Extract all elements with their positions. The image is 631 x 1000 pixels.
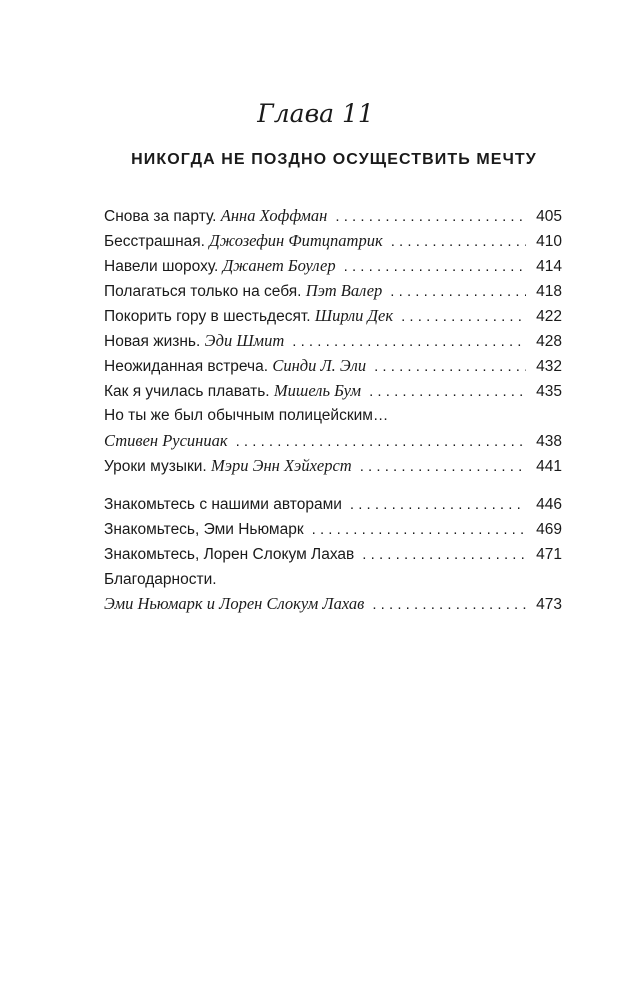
toc-entry[interactable] [104,253,562,278]
dot-leader [336,254,526,279]
dot-leader [284,329,526,354]
toc-entry[interactable] [104,453,562,478]
entry-page-number: 414 [536,258,562,275]
entry-page-number: 446 [536,496,562,513]
dot-leader [366,354,526,379]
entry-page-number: 441 [536,458,562,475]
entry-title: Покорить гору в шестьдесят. [104,308,311,325]
dot-leader [228,429,526,454]
entry-page-number: 418 [536,283,562,300]
entry-title: Благодарности. [104,571,217,588]
entry-author: Анна Хоффман [220,206,328,225]
entry-title: Полагаться только на себя. [104,283,302,300]
entry-title: Бесстрашная. [104,233,205,250]
entry-page-number: 428 [536,333,562,350]
dot-leader [364,593,526,617]
dot-leader [304,517,526,542]
toc-entry[interactable] [104,542,562,567]
table-of-contents [104,203,562,616]
toc-entry-author-line[interactable] [104,428,562,453]
entry-page-number: 432 [536,358,562,375]
toc-entry[interactable] [104,228,562,253]
toc-entry-title-line[interactable] [104,403,562,428]
entry-title: Снова за парту. [104,208,217,225]
entry-page-number: 473 [536,596,562,613]
entry-title: Но ты же был обычным полицейским… [104,407,389,424]
entry-title: Навели шороху. [104,258,219,275]
entry-title: Новая жизнь. [104,333,201,350]
entry-page-number: 410 [536,233,562,250]
entry-page-number: 422 [536,308,562,325]
toc-entry[interactable] [104,517,562,542]
dot-leader [352,454,526,479]
entry-author: Джозефин Фитцпатрик [209,231,383,250]
toc-entry[interactable] [104,278,562,303]
entry-author: Джанет Боулер [222,256,336,275]
entry-page-number: 471 [536,546,562,563]
entry-author: Мэри Энн Хэйхерст [211,456,352,475]
toc-entry[interactable] [104,303,562,328]
dot-leader [342,492,526,517]
entry-page-number: 469 [536,521,562,538]
toc-entry-title-line[interactable] [104,567,562,592]
dot-leader [361,379,526,404]
dot-leader [383,229,526,254]
dot-leader [354,542,526,567]
toc-entry[interactable] [104,492,562,517]
entry-title: Как я училась плавать. [104,383,270,400]
entry-title: Знакомьтесь с нашими авторами [104,496,342,513]
entry-author: Синди Л. Эли [272,356,367,375]
toc-entry[interactable] [104,328,562,353]
chapter-heading: Глава 11 [257,99,374,128]
entry-page-number: 435 [536,383,562,400]
dot-leader [382,279,526,304]
dot-leader [327,204,526,229]
entry-page-number: 438 [536,433,562,450]
dot-leader [393,304,526,329]
entry-author: Эми Ньюмарк и Лорен Слокум Лахав [104,594,365,613]
entry-author: Пэт Валер [305,281,383,300]
toc-entry[interactable] [104,378,562,403]
entry-title: Неожиданная встреча. [104,358,269,375]
toc-entry[interactable] [104,203,562,228]
entry-author: Эди Шмит [204,331,285,350]
entry-author: Ширли Дек [314,306,394,325]
entry-title: Уроки музыки. [104,458,207,475]
entry-title: Знакомьтесь, Эми Ньюмарк [104,521,304,538]
chapter-title: НИКОГДА НЕ ПОЗДНО ОСУЩЕСТВИТЬ МЕЧТУ [131,151,537,168]
entry-author: Стивен Русиниак [104,431,228,450]
entry-author: Мишель Бум [273,381,362,400]
toc-entry[interactable] [104,353,562,378]
entry-title: Знакомьтесь, Лорен Слокум Лахав [104,546,355,563]
toc-entry-author-line[interactable] [104,592,562,616]
entry-page-number: 405 [536,208,562,225]
